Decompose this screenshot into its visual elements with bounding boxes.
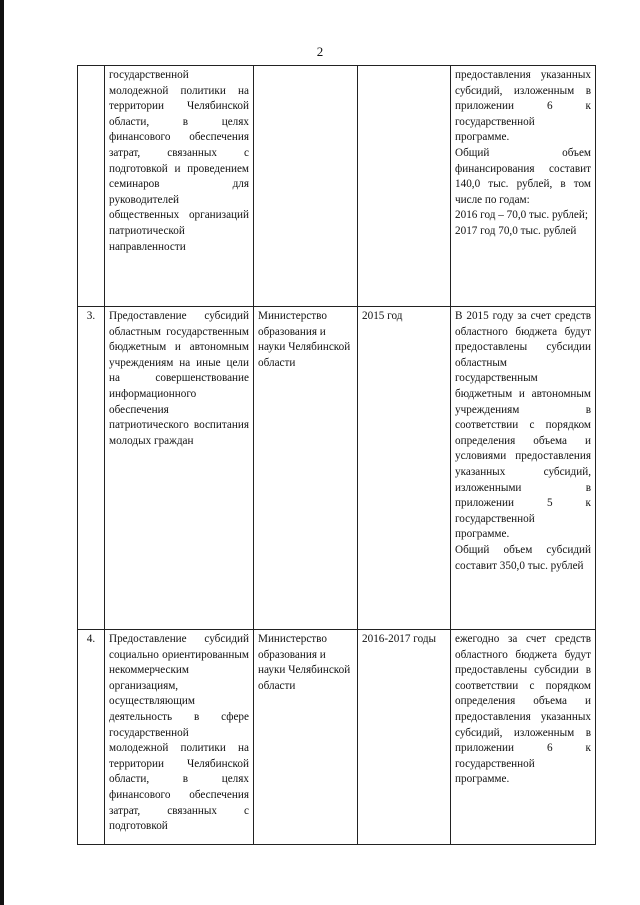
result-cell (451, 630, 596, 845)
result-paragraph: ежегодно за счет средств областного бюджета будут предоставлены субсидии в соответствии с порядком определения объема и предоставления указанных субсидий, изложенным в приложении 6 к государственной программе. (455, 633, 591, 786)
table-row (78, 307, 596, 630)
table-row (78, 630, 596, 845)
result-cell (451, 307, 596, 630)
event-cell: государственной молодежной политики на территории Челябинской области, в целях финансового обеспечения затрат, связанных с подготовкой и проведением семинаров для руководителей общественных организаций патриотической направленности (105, 66, 254, 307)
result-cell (451, 66, 596, 307)
result-paragraph: Общий объем субсидий составит 350,0 тыс. рублей (455, 543, 591, 572)
result-paragraph: 2017 год 70,0 тыс. рублей (455, 224, 577, 237)
executor-cell: Министерство образования и науки Челябинской области (254, 307, 358, 630)
event-cell: Предоставление субсидий социально ориентированным некоммерческим организациям, осуществляющим деятельность в сфере государственной молодежной политики на территории Челябинской области, в целях финансового обеспечения затрат, связанных с подготовкой (105, 630, 254, 845)
row-number: 3. (78, 307, 105, 630)
scan-edge-bar (0, 0, 4, 905)
result-paragraph: Общий объем финансирования составит 140,0 тыс. рублей, в том числе по годам: (455, 146, 591, 206)
period-cell (358, 66, 451, 307)
result-paragraph: В 2015 году за счет средств областного бюджета будут предоставлены субсидии областным государственным бюджетным и автономным учреждениям в соответствии с порядком определения объема и условиями предоставления указанных субсидий, изложенными в приложении 5 к государственной программе. (455, 310, 591, 541)
period-cell: 2015 год (358, 307, 451, 630)
program-table (77, 65, 596, 845)
row-number: 4. (78, 630, 105, 845)
executor-cell: Министерство образования и науки Челябинской области (254, 630, 358, 845)
executor-cell (254, 66, 358, 307)
period-cell: 2016-2017 годы (358, 630, 451, 845)
table-row (78, 66, 596, 307)
event-cell: Предоставление субсидий областным государственным бюджетным и автономным учреждениям на иные цели на совершенствование информационного обеспечения патриотического воспитания молодых граждан (105, 307, 254, 630)
row-number (78, 66, 105, 307)
result-paragraph: 2016 год – 70,0 тыс. рублей; (455, 209, 588, 222)
result-paragraph: предоставления указанных субсидий, изложенным в приложении 6 к государственной программе. (455, 69, 591, 144)
page-number: 2 (316, 44, 324, 59)
